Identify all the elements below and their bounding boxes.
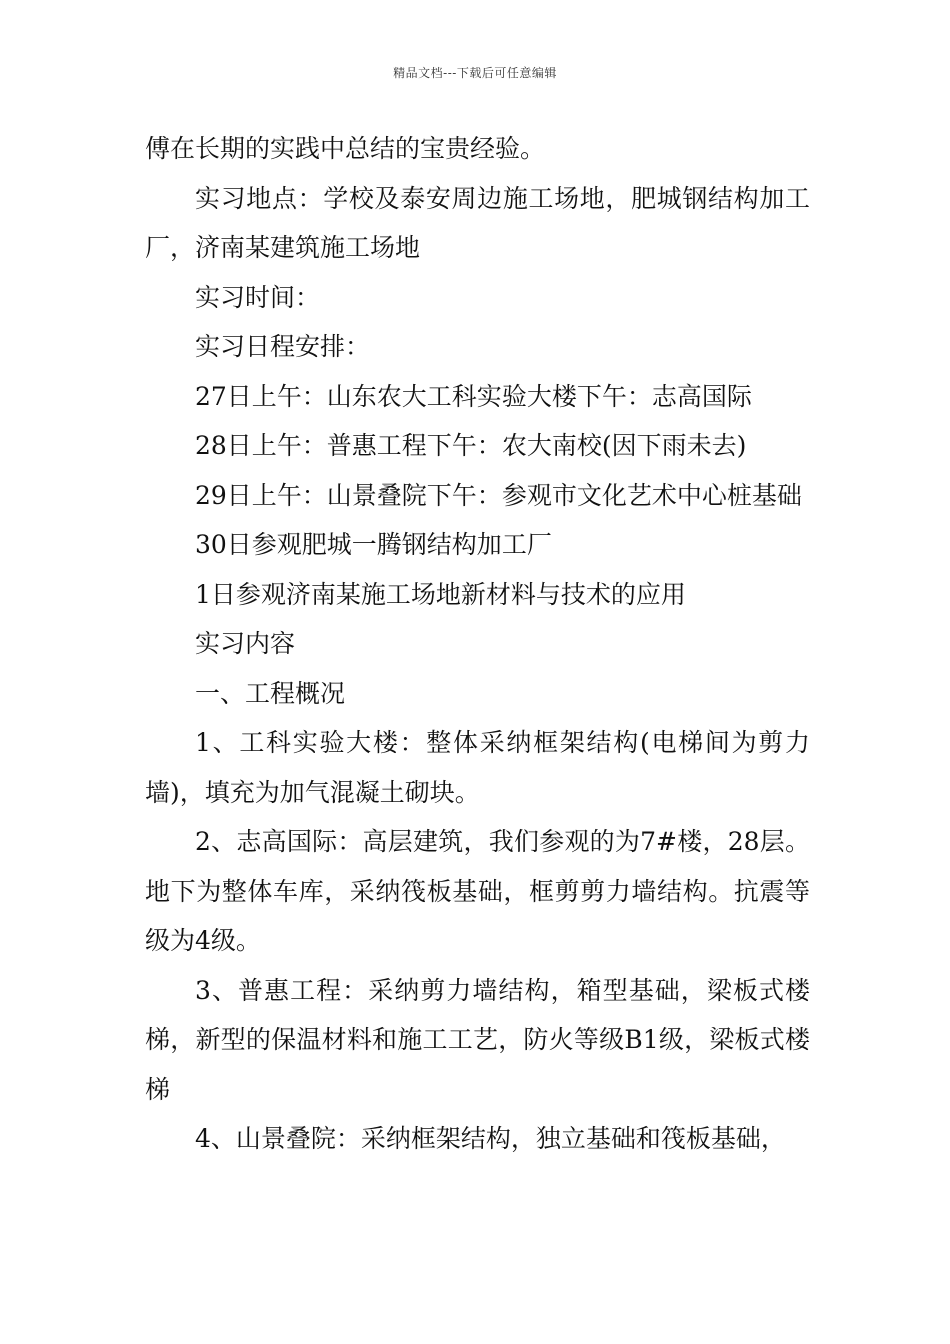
paragraph: 3、普惠工程：采纳剪力墙结构，箱型基础，梁板式楼梯，新型的保温材料和施工工艺，防火等级B1级，梁板式楼梯 [145,975,810,1104]
document-body [145,124,810,1164]
paragraph: 实习日程安排： [195,332,371,361]
paragraph: 29日上午：山景叠院下午：参观市文化艺术中心桩基础 [195,480,802,510]
paragraph: 28日上午：普惠工程下午：农大南校(因下雨未去) [195,431,747,460]
header-watermark: 精品文档---下载后可任意编辑 [393,66,557,80]
paragraph: 一、工程概况 [195,678,346,708]
paragraph: 4、山景叠院：采纳框架结构，独立基础和筏板基础， [195,1124,786,1153]
paragraph: 实习内容 [195,629,296,658]
paragraph: 30日参观肥城一腾钢结构加工厂 [195,530,552,559]
paragraph: 27日上午：山东农大工科实验大楼下午：志高国际 [195,381,752,411]
paragraph: 傅在长期的实践中总结的宝贵经验。 [145,134,546,163]
paragraph: 1、工科实验大楼：整体采纳框架结构(电梯间为剪力墙)，填充为加气混凝土砌块。 [145,728,810,807]
paragraph: 2、志高国际：高层建筑，我们参观的为7#楼，28层。地下为整体车库，采纳筏板基础，框剪剪力墙结构。抗震等级为4级。 [145,827,810,955]
paragraph: 1日参观济南某施工场地新材料与技术的应用 [195,579,686,609]
paragraph: 实习时间： [195,282,321,312]
paragraph: 实习地点：学校及泰安周边施工场地，肥城钢结构加工厂，济南某建筑施工场地 [145,183,810,262]
